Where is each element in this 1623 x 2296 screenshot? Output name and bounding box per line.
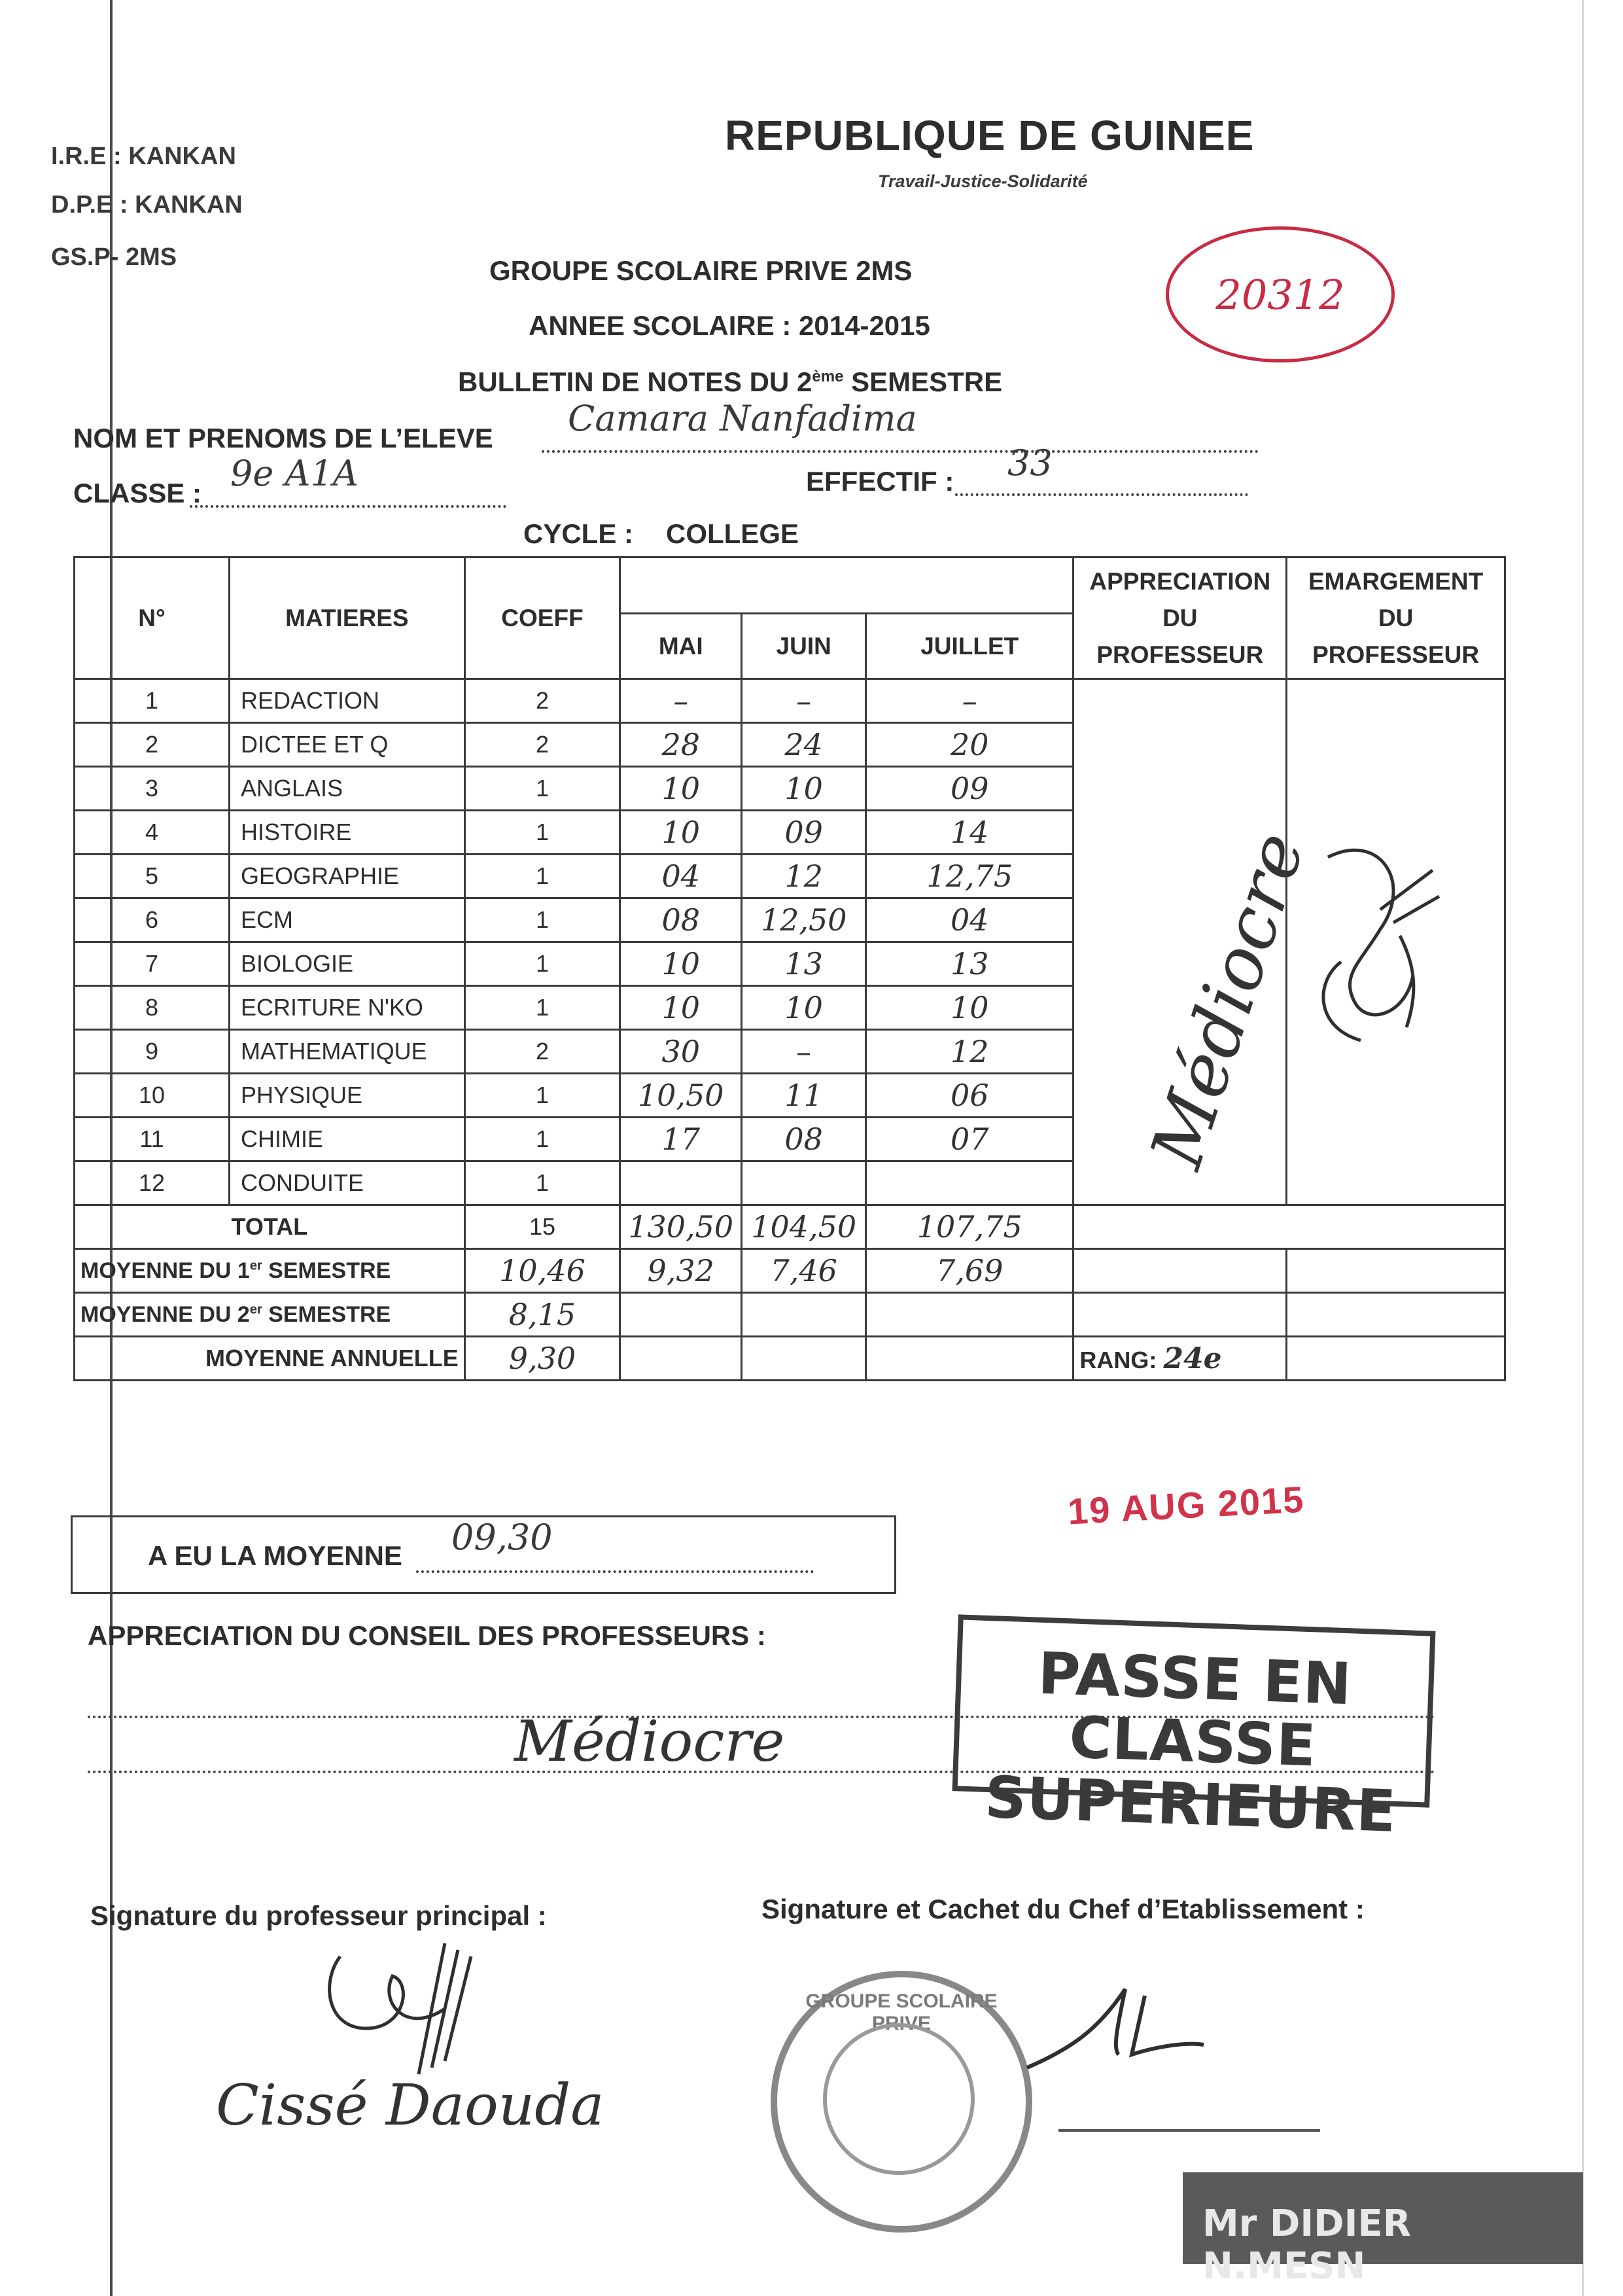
row-subject: GEOGRAPHIE <box>230 855 465 898</box>
row-coeff: 1 <box>464 767 620 811</box>
row-mai: 10,50 <box>620 1074 742 1118</box>
row-number: 10 <box>75 1074 230 1118</box>
student-name-value: Camara Nanfadima <box>568 398 917 439</box>
annual-empty-a <box>620 1337 742 1381</box>
header-emargement: EMARGEMENT DU PROFESSEUR <box>1287 557 1505 679</box>
row-coeff: 2 <box>464 723 620 767</box>
row-number: 4 <box>75 811 230 855</box>
row-subject: MATHEMATIQUE <box>230 1030 465 1074</box>
total-empty <box>1073 1205 1505 1249</box>
row-coeff: 1 <box>464 898 620 942</box>
total-coeff: 15 <box>464 1205 620 1249</box>
total-mai: 130,50 <box>620 1205 742 1249</box>
row-coeff: 1 <box>464 1074 620 1118</box>
row-mai: 10 <box>620 942 742 986</box>
row-juin: 12,50 <box>742 898 866 942</box>
row-number: 2 <box>75 723 230 767</box>
chef-signature-line <box>1058 2129 1320 2132</box>
chef-signature <box>1021 1976 1217 2081</box>
row-mai: 04 <box>620 855 742 898</box>
moy2-value: 8,15 <box>464 1293 620 1337</box>
row-subject: ANGLAIS <box>230 767 465 811</box>
header-juin: JUIN <box>742 614 866 679</box>
row-number: 8 <box>75 986 230 1030</box>
moy1-mai: 9,32 <box>620 1249 742 1293</box>
row-number: 7 <box>75 942 230 986</box>
row-coeff: 1 <box>464 811 620 855</box>
round-stamp-inner <box>823 2023 975 2175</box>
row-juillet: 10 <box>866 986 1073 1030</box>
row-juillet: 12,75 <box>866 855 1073 898</box>
rang-value: 24e <box>1163 1341 1222 1375</box>
motto: Travail-Justice-Solidarité <box>878 171 1088 191</box>
row-number: 12 <box>75 1161 230 1205</box>
row-juillet: 14 <box>866 811 1073 855</box>
class-value: 9e A1A <box>230 453 358 494</box>
teacher-emargement-signature <box>1302 831 1452 1053</box>
row-juillet: 04 <box>866 898 1073 942</box>
document-number-stamp: 20312 <box>1166 226 1395 362</box>
row-number: 3 <box>75 767 230 811</box>
row-juin: 10 <box>742 767 866 811</box>
total-label: TOTAL <box>75 1205 465 1249</box>
row-juin: 13 <box>742 942 866 986</box>
school-round-stamp <box>771 1971 1032 2233</box>
dpe-label: D.P.E : KANKAN <box>51 191 243 219</box>
row-coeff: 2 <box>464 679 620 723</box>
row-number: 1 <box>75 679 230 723</box>
table-row <box>75 679 1505 723</box>
row-subject: PHYSIQUE <box>230 1074 465 1118</box>
moy2-empty-a <box>620 1293 742 1337</box>
pass-stamp <box>952 1614 1436 1845</box>
row-coeff: 1 <box>464 986 620 1030</box>
school-name: GROUPE SCOLAIRE PRIVE 2MS <box>489 255 913 286</box>
row-juillet: 13 <box>866 942 1073 986</box>
effectif-value: 33 <box>1007 442 1053 484</box>
row-mai: 30 <box>620 1030 742 1074</box>
moy1-label: MOYENNE DU 1er SEMESTRE <box>75 1249 465 1293</box>
row-mai <box>620 1161 742 1205</box>
row-juin: 11 <box>742 1074 866 1118</box>
chef-name-stamp: Mr DIDIER N.MESN <box>1183 2172 1583 2264</box>
class-label: CLASSE : <box>73 478 202 508</box>
annual-empty-b <box>742 1337 866 1381</box>
bulletin-title: BULLETIN DE NOTES DU 2ème SEMESTRE <box>458 366 1003 397</box>
row-mai: 10 <box>620 811 742 855</box>
cycle-label: CYCLE : <box>523 518 633 549</box>
school-year: ANNEE SCOLAIRE : 2014-2015 <box>529 310 930 341</box>
annual-label: MOYENNE ANNUELLE <box>75 1337 465 1381</box>
header-appreciation: APPRECIATION DU PROFESSEUR <box>1073 557 1287 679</box>
row-juillet <box>866 1161 1073 1205</box>
row-subject: DICTEE ET Q <box>230 723 465 767</box>
row-subject: CONDUITE <box>230 1161 465 1205</box>
row-coeff: 1 <box>464 942 620 986</box>
header-months-span <box>620 557 1073 614</box>
row-subject: REDACTION <box>230 679 465 723</box>
row-number: 9 <box>75 1030 230 1074</box>
rang-label: RANG: <box>1079 1346 1157 1373</box>
row-juin: 24 <box>742 723 866 767</box>
row-number: 5 <box>75 855 230 898</box>
row-mai: 17 <box>620 1118 742 1161</box>
row-mai: 08 <box>620 898 742 942</box>
republic-title: REPUBLIQUE DE GUINEE <box>725 112 1255 159</box>
student-name-label: NOM ET PRENOMS DE L’ELEVE <box>73 423 493 453</box>
moy2-empty-d <box>1073 1293 1287 1337</box>
total-juillet: 107,75 <box>866 1205 1073 1249</box>
council-value: Médiocre <box>514 1709 785 1775</box>
row-juin <box>742 1161 866 1205</box>
prof-name: Cissé Daouda <box>216 2073 604 2138</box>
row-mai: – <box>620 679 742 723</box>
annual-value: 9,30 <box>464 1337 620 1381</box>
moyenne-value: 09,30 <box>451 1517 553 1558</box>
header-mai: MAI <box>620 614 742 679</box>
prof-signature-label: Signature du professeur principal : <box>90 1900 547 1931</box>
row-mai: 28 <box>620 723 742 767</box>
row-coeff: 1 <box>464 1161 620 1205</box>
header-coeff: COEFF <box>464 557 620 679</box>
row-subject: ECM <box>230 898 465 942</box>
row-number: 11 <box>75 1118 230 1161</box>
row-juin: 12 <box>742 855 866 898</box>
row-juin: – <box>742 1030 866 1074</box>
moy2-empty-c <box>866 1293 1073 1337</box>
total-juin: 104,50 <box>742 1205 866 1249</box>
round-stamp-text: GROUPE SCOLAIRE PRIVE <box>805 1990 998 2034</box>
chef-signature-label: Signature et Cachet du Chef d’Etablissement : <box>761 1894 1365 1924</box>
row-mai: 10 <box>620 986 742 1030</box>
date-stamp: 19 AUG 2015 <box>1066 1478 1306 1532</box>
row-subject: CHIMIE <box>230 1118 465 1161</box>
cycle-value: COLLEGE <box>666 518 799 549</box>
row-subject: HISTOIRE <box>230 811 465 855</box>
row-juillet: 09 <box>866 767 1073 811</box>
row-number: 6 <box>75 898 230 942</box>
row-mai: 10 <box>620 767 742 811</box>
row-juin: 09 <box>742 811 866 855</box>
row-coeff: 2 <box>464 1030 620 1074</box>
ire-label: I.R.E : KANKAN <box>51 143 236 170</box>
row-juin: 10 <box>742 986 866 1030</box>
moy1-value: 10,46 <box>464 1249 620 1293</box>
row-juin: 08 <box>742 1118 866 1161</box>
row-coeff: 1 <box>464 855 620 898</box>
teacher-appreciation: Médiocre <box>1134 822 1321 1178</box>
annual-empty-c <box>866 1337 1073 1381</box>
row-coeff: 1 <box>464 1118 620 1161</box>
moy1-juin: 7,46 <box>742 1249 866 1293</box>
header-subjects: MATIERES <box>230 557 465 679</box>
header-juillet: JUILLET <box>866 614 1073 679</box>
row-juillet: 06 <box>866 1074 1073 1118</box>
moy1-empty-b <box>1287 1249 1505 1293</box>
council-label: APPRECIATION DU CONSEIL DES PROFESSEURS : <box>88 1620 766 1651</box>
prof-signature <box>314 1930 484 2081</box>
scan-edge-right <box>1582 0 1584 2296</box>
moy1-empty-a <box>1073 1249 1287 1293</box>
grades-table <box>73 556 1506 1381</box>
row-juin: – <box>742 679 866 723</box>
row-juillet: 12 <box>866 1030 1073 1074</box>
moy2-empty-b <box>742 1293 866 1337</box>
row-juillet: 20 <box>866 723 1073 767</box>
annual-empty-d <box>1287 1337 1505 1381</box>
gsp-label: GS.P- 2MS <box>51 243 177 271</box>
moy1-juillet: 7,69 <box>866 1249 1073 1293</box>
row-subject: BIOLOGIE <box>230 942 465 986</box>
effectif-label: EFFECTIF : <box>806 466 954 497</box>
header-number: N° <box>75 557 230 679</box>
moy2-empty-e <box>1287 1293 1505 1337</box>
row-juillet: 07 <box>866 1118 1073 1161</box>
pass-stamp-line1: PASSE EN CLASSE <box>1037 1639 1353 1780</box>
effectif-line <box>955 474 1248 496</box>
pass-stamp-line2: SUPERIEURE <box>983 1763 1398 1845</box>
row-juillet: – <box>866 679 1073 723</box>
row-subject: ECRITURE N'KO <box>230 986 465 1030</box>
moyenne-label: A EU LA MOYENNE <box>148 1540 402 1571</box>
moy2-label: MOYENNE DU 2er SEMESTRE <box>75 1293 465 1337</box>
rang-cell <box>1073 1337 1287 1381</box>
